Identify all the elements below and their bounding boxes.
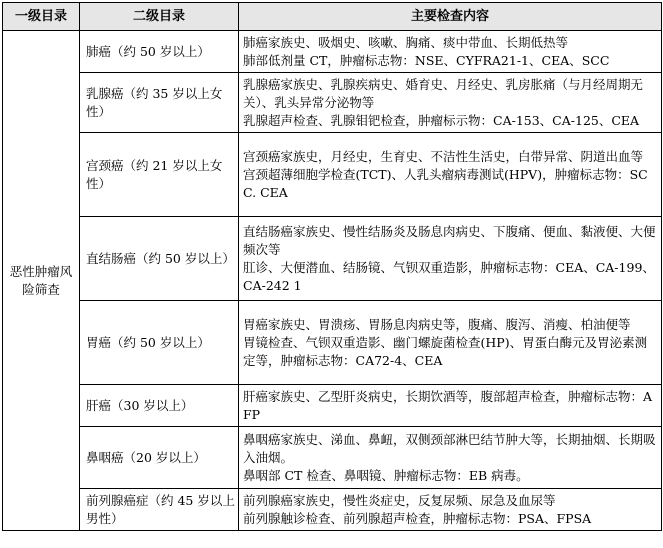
content-line: 胃癌家族史、胃溃疡、胃肠息肉病史等，腹痛、腹泻、消瘦、柏油便等	[243, 316, 631, 332]
item-content	[239, 427, 662, 489]
table-row	[3, 217, 662, 301]
content-line: 前列腺触诊检查、前列腺超声检查，肿瘤标志物：PSA、FPSA	[243, 510, 592, 526]
table-row	[3, 73, 662, 133]
content-line: 鼻咽部 CT 检查、鼻咽镜、肿瘤标志物：EB 病毒。	[243, 467, 529, 483]
header-level2: 二级目录	[80, 3, 239, 31]
header-content: 主要检查内容	[239, 3, 662, 31]
content-line: 肛诊、大便潜血、结肠镜、气钡双重造影，肿瘤标志物：CEA、CA-199、CA-242 1	[243, 259, 655, 293]
item-name: 直结肠癌（约 50 岁以上）	[80, 217, 239, 301]
content-line: 肺癌家族史、吸烟史、咳嗽、胸痛、痰中带血、长期低热等	[243, 34, 569, 50]
item-name: 鼻咽癌（20 岁以上）	[80, 427, 239, 489]
content-line: 宫颈超薄细胞学检查(TCT)、人乳头瘤病毒测试(HPV)，肿瘤标志物：SCC. CEA	[243, 166, 648, 200]
item-name: 宫颈癌（约 21 岁以上女性）	[80, 133, 239, 217]
content-line: 乳腺超声检查、乳腺钼钯检查，肿瘤标示物：CA-153、CA-125、CEA	[243, 112, 640, 128]
table-row	[3, 301, 662, 385]
item-name: 乳腺癌（约 35 岁以上女性）	[80, 73, 239, 133]
content-line: 前列腺癌家族史，慢性炎症史，反复尿频、尿急及血尿等	[243, 492, 556, 508]
item-content	[239, 73, 662, 133]
header-level1: 一级目录	[3, 3, 80, 31]
content-line: 直结肠癌家族史、慢性结肠炎及肠息肉病史、下腹痛、便血、黏液便、大便频次等	[243, 223, 656, 257]
content-line: 宫颈癌家族史，月经史，生育史、不洁性生活史，白带异常、阴道出血等	[243, 148, 644, 164]
item-name: 肺癌（约 50 岁以上）	[80, 31, 239, 73]
table-row	[3, 31, 662, 73]
item-content	[239, 217, 662, 301]
content-line: 肝癌家族史、乙型肝炎病史，长期饮酒等，腹部超声检查，肿瘤标志物：AFP	[243, 388, 653, 422]
table-row	[3, 427, 662, 489]
content-line: 肺部低剂量 CT，肿瘤标志物：NSE、CYFRA21-1、CEA、SCC	[243, 52, 610, 68]
screening-table	[2, 2, 662, 531]
item-content	[239, 31, 662, 73]
table-row	[3, 489, 662, 531]
table-row	[3, 133, 662, 217]
header-row	[3, 3, 662, 31]
content-line: 鼻咽癌家族史、涕血、鼻衄，双侧颈部淋巴结节肿大等，长期抽烟、长期吸入油烟。	[243, 431, 656, 465]
content-line: 胃镜检查、气钡双重造影、幽门螺旋菌检查(HP)、胃蛋白酶元及胃泌素测定等，肿瘤标志物：CA72-4、CEA	[243, 334, 648, 368]
item-name: 肝癌（30 岁以上）	[80, 385, 239, 427]
item-name: 前列腺癌症（约 45 岁以上男性）	[80, 489, 239, 531]
item-content	[239, 385, 662, 427]
category-cell: 恶性肿瘤风险筛查	[3, 31, 80, 531]
item-name: 胃癌（约 50 岁以上）	[80, 301, 239, 385]
item-content	[239, 133, 662, 217]
table-row	[3, 385, 662, 427]
item-content	[239, 301, 662, 385]
content-line: 乳腺癌家族史、乳腺疾病史、婚育史、月经史、乳房胀痛（与月经周期无关）、乳头异常分泌物等	[243, 76, 644, 110]
item-content	[239, 489, 662, 531]
